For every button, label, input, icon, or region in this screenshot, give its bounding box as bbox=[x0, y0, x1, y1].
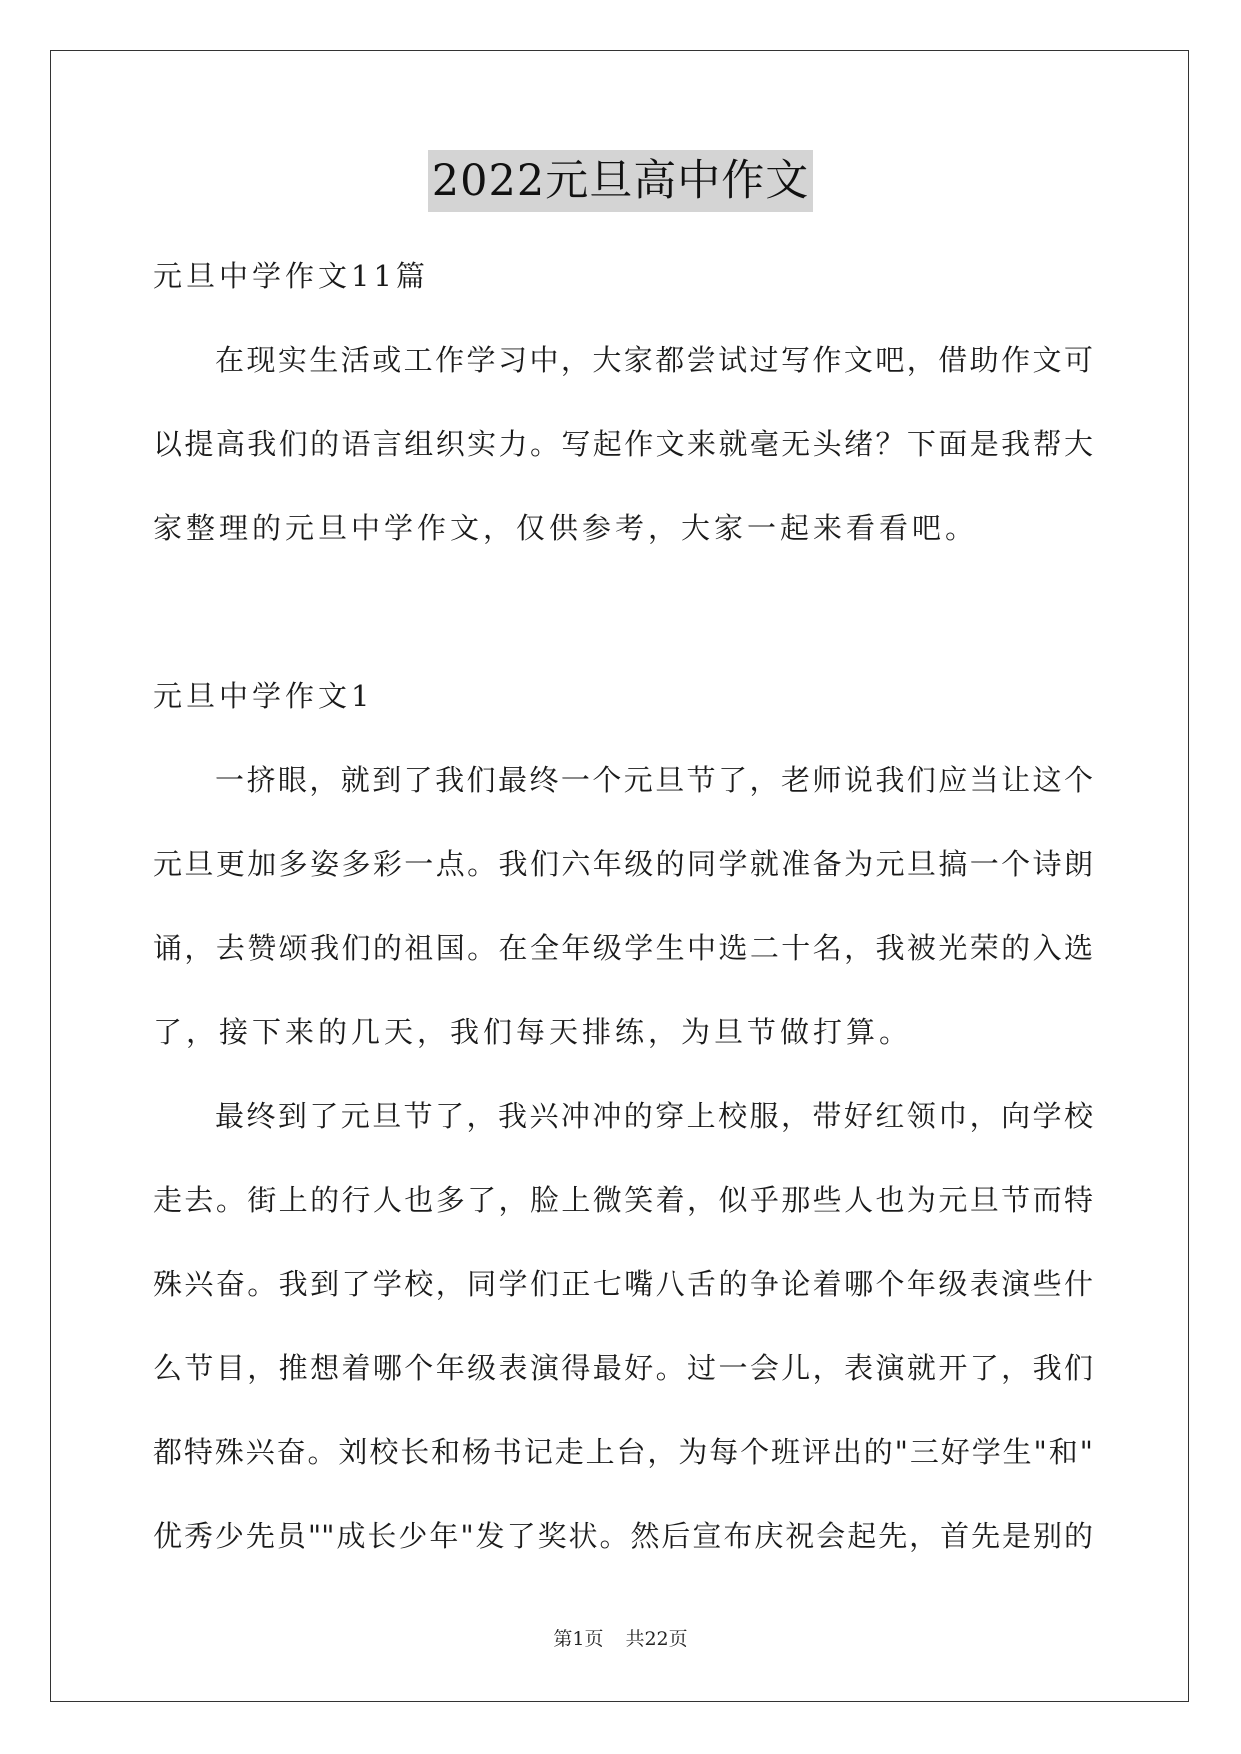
title-container bbox=[0, 150, 1241, 212]
page-footer bbox=[0, 1626, 1241, 1652]
essay-heading: 元旦中学作文1 bbox=[153, 679, 374, 713]
essay-line: 一挤眼，就到了我们最终一个元旦节了，老师说我们应当让这个 bbox=[215, 763, 1093, 797]
essay-line: 么节目，推想着哪个年级表演得最好。过一会儿，表演就开了，我们 bbox=[153, 1351, 1093, 1385]
page-number: 第1页 bbox=[553, 1628, 604, 1650]
essay-line: 殊兴奋。我到了学校，同学们正七嘴八舌的争论着哪个年级表演些什 bbox=[153, 1267, 1093, 1301]
document-body bbox=[153, 234, 1093, 1578]
paragraph-gap bbox=[153, 570, 1093, 654]
intro-line: 在现实生活或工作学习中，大家都尝试过写作文吧，借助作文可 bbox=[215, 343, 1093, 377]
essay-line: 优秀少先员""成长少年"发了奖状。然后宣布庆祝会起先，首先是别的 bbox=[153, 1519, 1093, 1553]
essay-line: 走去。街上的行人也多了，脸上微笑着，似乎那些人也为元旦节而特 bbox=[153, 1183, 1093, 1217]
essay-line: 都特殊兴奋。刘校长和杨书记走上台，为每个班评出的"三好学生"和" bbox=[153, 1435, 1093, 1469]
intro-line: 家整理的元旦中学作文，仅供参考，大家一起来看看吧。 bbox=[153, 511, 979, 545]
essay-line: 诵，去赞颂我们的祖国。在全年级学生中选二十名，我被光荣的入选 bbox=[153, 931, 1093, 965]
essay-line: 了，接下来的几天，我们每天排练，为旦节做打算。 bbox=[153, 1015, 913, 1049]
intro-line: 以提高我们的语言组织实力。写起作文来就毫无头绪？下面是我帮大 bbox=[153, 427, 1093, 461]
essay-line: 最终到了元旦节了，我兴冲冲的穿上校服，带好红领巾，向学校 bbox=[215, 1099, 1093, 1133]
document-title: 2022元旦高中作文 bbox=[428, 150, 813, 212]
essay-line: 元旦更加多姿多彩一点。我们六年级的同学就准备为元旦搞一个诗朗 bbox=[153, 847, 1093, 881]
document-subtitle: 元旦中学作文11篇 bbox=[153, 259, 429, 293]
page-total: 共22页 bbox=[625, 1628, 688, 1650]
